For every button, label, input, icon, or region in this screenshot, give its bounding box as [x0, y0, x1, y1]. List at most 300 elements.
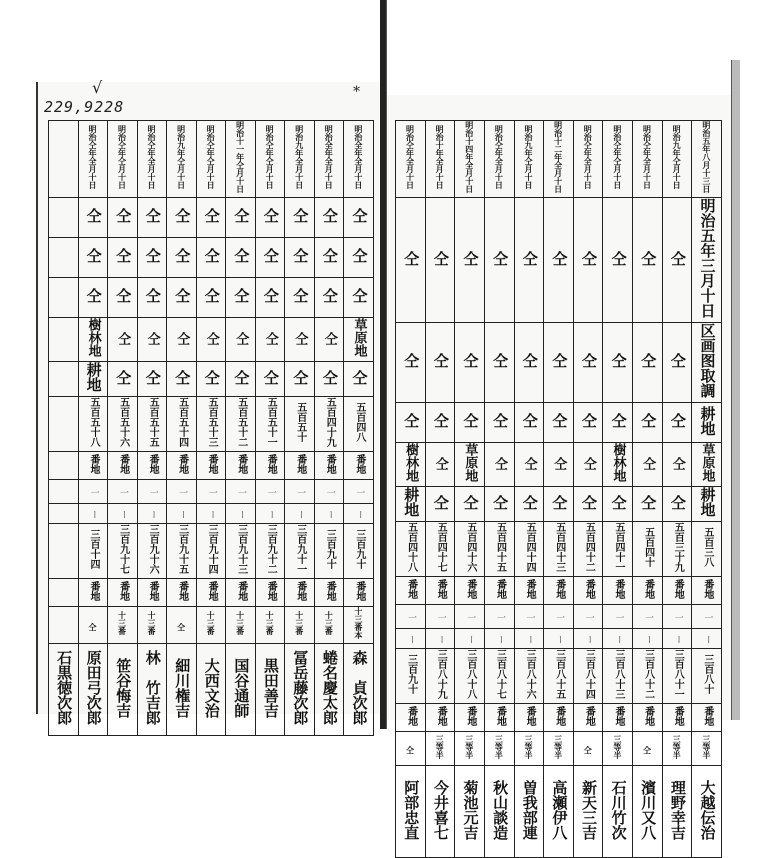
- cell-text-r4: 仝: [551, 457, 567, 470]
- register-cell: [314, 278, 344, 318]
- cell-text-date: 明治仝年全月十日: [583, 125, 594, 189]
- corner-mark: *: [353, 84, 360, 100]
- cell-text-r6: 五百五十: [294, 402, 306, 442]
- cell-text-r6: 五百四十九: [324, 397, 336, 447]
- cell-text-r1: 仝: [668, 250, 687, 266]
- cell-text-r4: 仝: [580, 457, 596, 470]
- cell-text-r3: 仝: [431, 413, 450, 428]
- cell-text-r11: 番地: [464, 705, 476, 726]
- cell-text-r2: 仝: [579, 353, 598, 368]
- register-row-r3: [49, 278, 374, 318]
- cell-text-r13: 原田弓次郎: [84, 650, 103, 725]
- register-cell: [662, 649, 692, 704]
- cell-text-r5: 仝: [609, 494, 628, 510]
- register-cell: [226, 198, 256, 238]
- cell-text-r1: 仝: [350, 208, 369, 223]
- cell-text-r7: 番地: [176, 453, 188, 474]
- cell-text-r2: 仝: [114, 248, 133, 263]
- cell-text-r4: 仝: [521, 457, 537, 470]
- register-cell: [662, 577, 692, 605]
- register-cell: [484, 323, 514, 403]
- register-cell: [196, 607, 226, 644]
- register-cell: [255, 524, 285, 579]
- register-cell: [455, 649, 485, 704]
- cell-text-r2: 仝: [431, 353, 450, 368]
- register-cell: [255, 452, 285, 480]
- register-cell: [78, 397, 108, 452]
- cell-text-r12: 十三番: [206, 611, 217, 635]
- register-cell: [49, 198, 79, 238]
- register-cell: [49, 238, 79, 278]
- cell-text-r10: 三百八十一: [672, 649, 684, 699]
- cell-text-r2: 仝: [173, 248, 192, 263]
- cell-text-r12: 仝: [642, 746, 653, 754]
- register-cell: [167, 278, 197, 318]
- register-cell: [344, 121, 374, 198]
- register-row-r10: [396, 649, 722, 704]
- cell-text-r12: 仝: [87, 622, 98, 631]
- cell-text-r10: 三百八十六: [524, 649, 536, 699]
- register-cell: [396, 766, 426, 858]
- cell-text-r4: 樹林地: [403, 443, 419, 482]
- cell-text-r10: 三百八十三: [612, 649, 624, 699]
- cell-text-r5: 仝: [491, 494, 510, 510]
- register-cell: [137, 452, 167, 480]
- register-cell: [78, 524, 108, 579]
- register-cell: [78, 318, 108, 362]
- register-cell: [484, 403, 514, 443]
- cell-text-r7: 番地: [235, 453, 247, 474]
- register-cell: [514, 198, 544, 323]
- cell-text-r12: 十三番: [235, 611, 246, 635]
- register-cell: [314, 238, 344, 278]
- register-cell: [573, 605, 603, 629]
- register-cell: [544, 443, 574, 487]
- register-cell: [662, 704, 692, 732]
- register-cell: [633, 605, 663, 629]
- register-cell: [285, 238, 315, 278]
- register-cell: [692, 605, 722, 629]
- register-cell: [692, 766, 722, 858]
- cell-text-r6: 五百五十一: [265, 397, 277, 447]
- cell-text-date: 明治仝年仝月十日: [117, 125, 128, 189]
- register-cell: [137, 278, 167, 318]
- register-cell: [603, 121, 633, 198]
- register-cell: [692, 198, 722, 323]
- register-cell: [455, 704, 485, 732]
- cell-text-r11: 番地: [324, 580, 336, 601]
- register-cell: [514, 403, 544, 443]
- register-cell: [544, 649, 574, 704]
- register-cell: [603, 198, 633, 323]
- cell-text-r8: 一: [702, 613, 713, 622]
- register-cell: [662, 629, 692, 649]
- register-cell: [662, 403, 692, 443]
- register-cell: [573, 577, 603, 605]
- cell-text-r9: ー: [206, 510, 217, 519]
- register-cell: [662, 121, 692, 198]
- cell-text-r4: 仝: [174, 332, 190, 345]
- cell-text-r7: 番地: [147, 453, 159, 474]
- register-cell: [285, 278, 315, 318]
- cell-text-r3: 仝: [550, 413, 569, 428]
- cell-text-date: 明治五年八月十三日: [701, 121, 712, 193]
- cell-text-r7: 番地: [642, 578, 654, 599]
- register-cell: [344, 452, 374, 480]
- cell-text-r11: 番地: [494, 705, 506, 726]
- register-cell: [196, 524, 226, 579]
- register-cell: [692, 577, 722, 605]
- register-row-r1: [396, 198, 722, 323]
- register-cell: [137, 198, 167, 238]
- cell-text-r7: 番地: [464, 578, 476, 599]
- register-row-r3: [396, 403, 722, 443]
- cell-text-r12: 三等半: [435, 734, 446, 759]
- cell-text-r10: 三百十四: [88, 529, 100, 569]
- page-edge: [731, 60, 740, 720]
- cell-text-r13: 笹谷悔吉: [114, 657, 133, 718]
- register-cell: [196, 504, 226, 524]
- cell-text-r8: 一: [206, 488, 217, 497]
- register-cell: [167, 480, 197, 504]
- register-cell: [226, 121, 256, 198]
- register-cell: [226, 607, 256, 644]
- register-row-r12: [396, 732, 722, 766]
- cell-text-r1: 仝: [461, 250, 480, 266]
- right-register-table: [395, 120, 722, 858]
- cell-text-r4: 草原地: [699, 443, 715, 482]
- cell-text-r9: ー: [702, 635, 713, 644]
- register-cell: [455, 605, 485, 629]
- register-cell: [603, 732, 633, 766]
- cell-text-r6: 五百四十二: [583, 522, 595, 572]
- cell-text-r10: 三百九十六: [147, 524, 159, 574]
- register-cell: [344, 318, 374, 362]
- cell-text-r1: 仝: [579, 250, 598, 266]
- cell-text-r1: 仝: [173, 208, 192, 223]
- cell-text-r12: 三等半: [464, 734, 475, 759]
- cell-text-date: 明治九年仝月十日: [176, 125, 187, 189]
- register-cell: [484, 522, 514, 577]
- cell-text-r9: ー: [236, 510, 247, 519]
- register-cell: [255, 121, 285, 198]
- cell-text-r5: 仝: [143, 369, 162, 385]
- cell-text-r3: 仝: [143, 288, 162, 303]
- cell-text-r2: 仝: [520, 353, 539, 368]
- register-row-r6: [49, 397, 374, 452]
- cell-text-r3: 仝: [202, 288, 221, 303]
- register-row-r11: [49, 579, 374, 607]
- cell-text-r8: 一: [88, 488, 99, 497]
- register-cell: [314, 198, 344, 238]
- cell-text-r4: 仝: [640, 457, 656, 470]
- register-cell: [514, 443, 544, 487]
- cell-text-r1: 仝: [202, 208, 221, 223]
- cell-text-r6: 五百四十五: [494, 522, 506, 572]
- register-cell: [285, 504, 315, 524]
- register-cell: [285, 198, 315, 238]
- register-cell: [314, 504, 344, 524]
- cell-text-r9: ー: [643, 635, 654, 644]
- register-cell: [603, 443, 633, 487]
- cell-text-r5: 仝: [291, 369, 310, 385]
- cell-text-date: 明治仝年全月十日: [494, 125, 505, 189]
- cell-text-r6: 五百五十六: [117, 397, 129, 447]
- register-cell: [137, 397, 167, 452]
- cell-text-r1: 仝: [114, 208, 133, 223]
- register-cell: [425, 487, 455, 522]
- register-cell: [108, 278, 138, 318]
- cell-text-r13: 国谷通師: [232, 657, 251, 718]
- register-cell: [108, 524, 138, 579]
- register-cell: [108, 579, 138, 607]
- register-cell: [137, 480, 167, 504]
- cell-text-r13: 石黒徳次郎: [55, 650, 74, 725]
- cell-text-r6: 五百四十: [642, 527, 654, 567]
- register-cell: [544, 766, 574, 858]
- cell-text-r10: 三百九十一: [294, 524, 306, 574]
- cell-text-r8: 一: [524, 613, 535, 622]
- register-cell: [314, 524, 344, 579]
- cell-text-r9: ー: [324, 510, 335, 519]
- cell-text-r9: ー: [406, 635, 417, 644]
- cell-text-r5: 仝: [579, 494, 598, 510]
- cell-text-date: 明治仝年全月十日: [642, 125, 653, 189]
- cell-text-r7: 番地: [324, 453, 336, 474]
- register-cell: [49, 524, 79, 579]
- register-cell: [255, 504, 285, 524]
- register-cell: [137, 238, 167, 278]
- cell-text-r6: 五百四十七: [435, 522, 447, 572]
- register-cell: [108, 480, 138, 504]
- register-cell: [167, 318, 197, 362]
- cell-text-r11: 番地: [583, 705, 595, 726]
- cell-text-r2: 仝: [291, 248, 310, 263]
- cell-text-r3: 仝: [291, 288, 310, 303]
- cell-text-r12: 三等半: [494, 734, 505, 759]
- cell-text-r8: 一: [554, 613, 565, 622]
- register-cell: [692, 443, 722, 487]
- register-cell: [344, 644, 374, 736]
- register-cell: [314, 452, 344, 480]
- register-cell: [226, 318, 256, 362]
- register-cell: [455, 198, 485, 323]
- left-register-table: [48, 120, 374, 736]
- cell-text-r5: 仝: [261, 369, 280, 385]
- cell-text-r12: 三等半: [672, 734, 683, 759]
- check-mark: √: [92, 78, 103, 97]
- register-cell: [544, 522, 574, 577]
- register-cell: [226, 452, 256, 480]
- register-cell: [137, 504, 167, 524]
- cell-text-r13: 理野幸吉: [668, 779, 687, 840]
- cell-text-r8: 一: [672, 613, 683, 622]
- cell-text-r2: 仝: [232, 248, 251, 263]
- register-cell: [662, 198, 692, 323]
- register-row-r6: [396, 522, 722, 577]
- cell-text-r3: 耕地: [698, 405, 717, 436]
- cell-text-r13: 黒田善吉: [261, 657, 280, 718]
- register-cell: [226, 397, 256, 452]
- register-cell: [255, 362, 285, 397]
- register-cell: [455, 403, 485, 443]
- register-cell: [544, 629, 574, 649]
- cell-text-r6: 五百四十三: [553, 522, 565, 572]
- register-cell: [78, 121, 108, 198]
- cell-text-r6: 五百五十八: [88, 397, 100, 447]
- register-cell: [692, 704, 722, 732]
- register-cell: [662, 487, 692, 522]
- cell-text-r6: 五百五十四: [176, 397, 188, 447]
- cell-text-r1: 仝: [639, 250, 658, 266]
- register-cell: [514, 732, 544, 766]
- register-cell: [396, 487, 426, 522]
- register-cell: [633, 732, 663, 766]
- register-row-r11: [396, 704, 722, 732]
- cell-text-r12: 仝: [405, 746, 416, 754]
- register-cell: [425, 732, 455, 766]
- cell-text-r3: 仝: [609, 413, 628, 428]
- cell-text-r9: ー: [672, 635, 683, 644]
- register-cell: [573, 487, 603, 522]
- register-cell: [78, 607, 108, 644]
- register-cell: [344, 238, 374, 278]
- register-cell: [167, 121, 197, 198]
- cell-text-r4: 樹林地: [85, 318, 101, 357]
- cell-text-r11: 番地: [405, 705, 417, 726]
- register-cell: [662, 605, 692, 629]
- cell-text-r11: 番地: [235, 580, 247, 601]
- cell-text-r5: 仝: [639, 494, 658, 510]
- cell-text-r6: 五百四八: [353, 402, 365, 442]
- register-cell: [544, 732, 574, 766]
- register-cell: [455, 443, 485, 487]
- register-cell: [692, 487, 722, 522]
- cell-text-date: 明治仝年仝月十日: [206, 125, 217, 189]
- register-cell: [137, 644, 167, 736]
- register-row-r4: [49, 318, 374, 362]
- register-cell: [544, 605, 574, 629]
- cell-text-r8: 一: [435, 613, 446, 622]
- register-cell: [137, 362, 167, 397]
- register-cell: [137, 318, 167, 362]
- register-cell: [344, 504, 374, 524]
- register-cell: [603, 577, 633, 605]
- register-cell: [78, 644, 108, 736]
- register-cell: [425, 443, 455, 487]
- cell-text-r13: 曽我部連: [520, 779, 539, 840]
- cell-text-r3: 仝: [402, 413, 421, 428]
- cell-text-r5: 仝: [114, 369, 133, 385]
- cell-text-r4: 仝: [233, 332, 249, 345]
- cell-text-r1: 仝: [84, 208, 103, 223]
- cell-text-r13: 石川竹次: [609, 779, 628, 840]
- reference-number: 229,9228: [44, 98, 125, 116]
- register-cell: [226, 504, 256, 524]
- register-cell: [514, 605, 544, 629]
- cell-text-r9: ー: [295, 510, 306, 519]
- cell-text-r7: 番地: [612, 578, 624, 599]
- cell-text-r10: 三百八十: [701, 654, 713, 694]
- cell-text-r2: 仝: [491, 353, 510, 368]
- cell-text-r5: 仝: [550, 494, 569, 510]
- cell-text-r3: 仝: [639, 413, 658, 428]
- cell-text-r13: 林 竹吉郎: [143, 650, 162, 725]
- register-cell: [167, 238, 197, 278]
- cell-text-r10: 三百八十七: [494, 649, 506, 699]
- register-cell: [425, 198, 455, 323]
- register-cell: [255, 607, 285, 644]
- cell-text-r3: 仝: [261, 288, 280, 303]
- cell-text-r12: 十三番: [324, 611, 335, 635]
- cell-text-r13: 新天三吉: [579, 779, 598, 840]
- cell-text-r5: 仝: [232, 369, 251, 385]
- register-cell: [544, 487, 574, 522]
- cell-text-r1: 仝: [609, 250, 628, 266]
- register-cell: [285, 480, 315, 504]
- cell-text-r10: 三百九十: [324, 529, 336, 569]
- register-cell: [314, 318, 344, 362]
- register-cell: [633, 443, 663, 487]
- register-cell: [396, 629, 426, 649]
- cell-text-r1: 仝: [402, 250, 421, 266]
- register-cell: [484, 605, 514, 629]
- cell-text-r8: 一: [465, 613, 476, 622]
- register-cell: [455, 732, 485, 766]
- register-cell: [108, 452, 138, 480]
- register-cell: [196, 198, 226, 238]
- cell-text-r10: 三百九十二: [265, 524, 277, 574]
- cell-text-r12: 三等半: [524, 734, 534, 759]
- register-cell: [78, 238, 108, 278]
- cell-text-r4: 仝: [292, 332, 308, 345]
- cell-text-r8: 一: [643, 613, 654, 622]
- cell-text-date: 明治全年全月十日: [353, 125, 364, 189]
- register-cell: [255, 278, 285, 318]
- register-cell: [49, 579, 79, 607]
- cell-text-r10: 三百九十四: [206, 524, 218, 574]
- register-cell: [285, 452, 315, 480]
- cell-text-r2: 仝: [550, 353, 569, 368]
- cell-text-date: 明治全年全月十日: [324, 125, 335, 189]
- cell-text-r8: 一: [147, 488, 158, 497]
- register-cell: [633, 522, 663, 577]
- register-cell: [167, 579, 197, 607]
- register-cell: [514, 323, 544, 403]
- cell-text-r9: ー: [354, 510, 365, 519]
- register-cell: [603, 766, 633, 858]
- register-cell: [285, 397, 315, 452]
- register-cell: [455, 323, 485, 403]
- register-cell: [484, 766, 514, 858]
- cell-text-r4: 仝: [115, 332, 131, 345]
- cell-text-r9: ー: [177, 510, 188, 519]
- register-cell: [344, 579, 374, 607]
- cell-text-date: 明治九年仝月十日: [524, 125, 534, 189]
- register-cell: [603, 629, 633, 649]
- cell-text-r1: 仝: [291, 208, 310, 223]
- register-cell: [396, 732, 426, 766]
- register-cell: [314, 480, 344, 504]
- register-cell: [285, 121, 315, 198]
- register-cell: [692, 629, 722, 649]
- cell-text-r5: 耕地: [402, 487, 421, 517]
- register-cell: [196, 397, 226, 452]
- register-cell: [425, 522, 455, 577]
- cell-text-r3: 仝: [232, 288, 251, 303]
- register-cell: [662, 323, 692, 403]
- register-cell: [573, 198, 603, 323]
